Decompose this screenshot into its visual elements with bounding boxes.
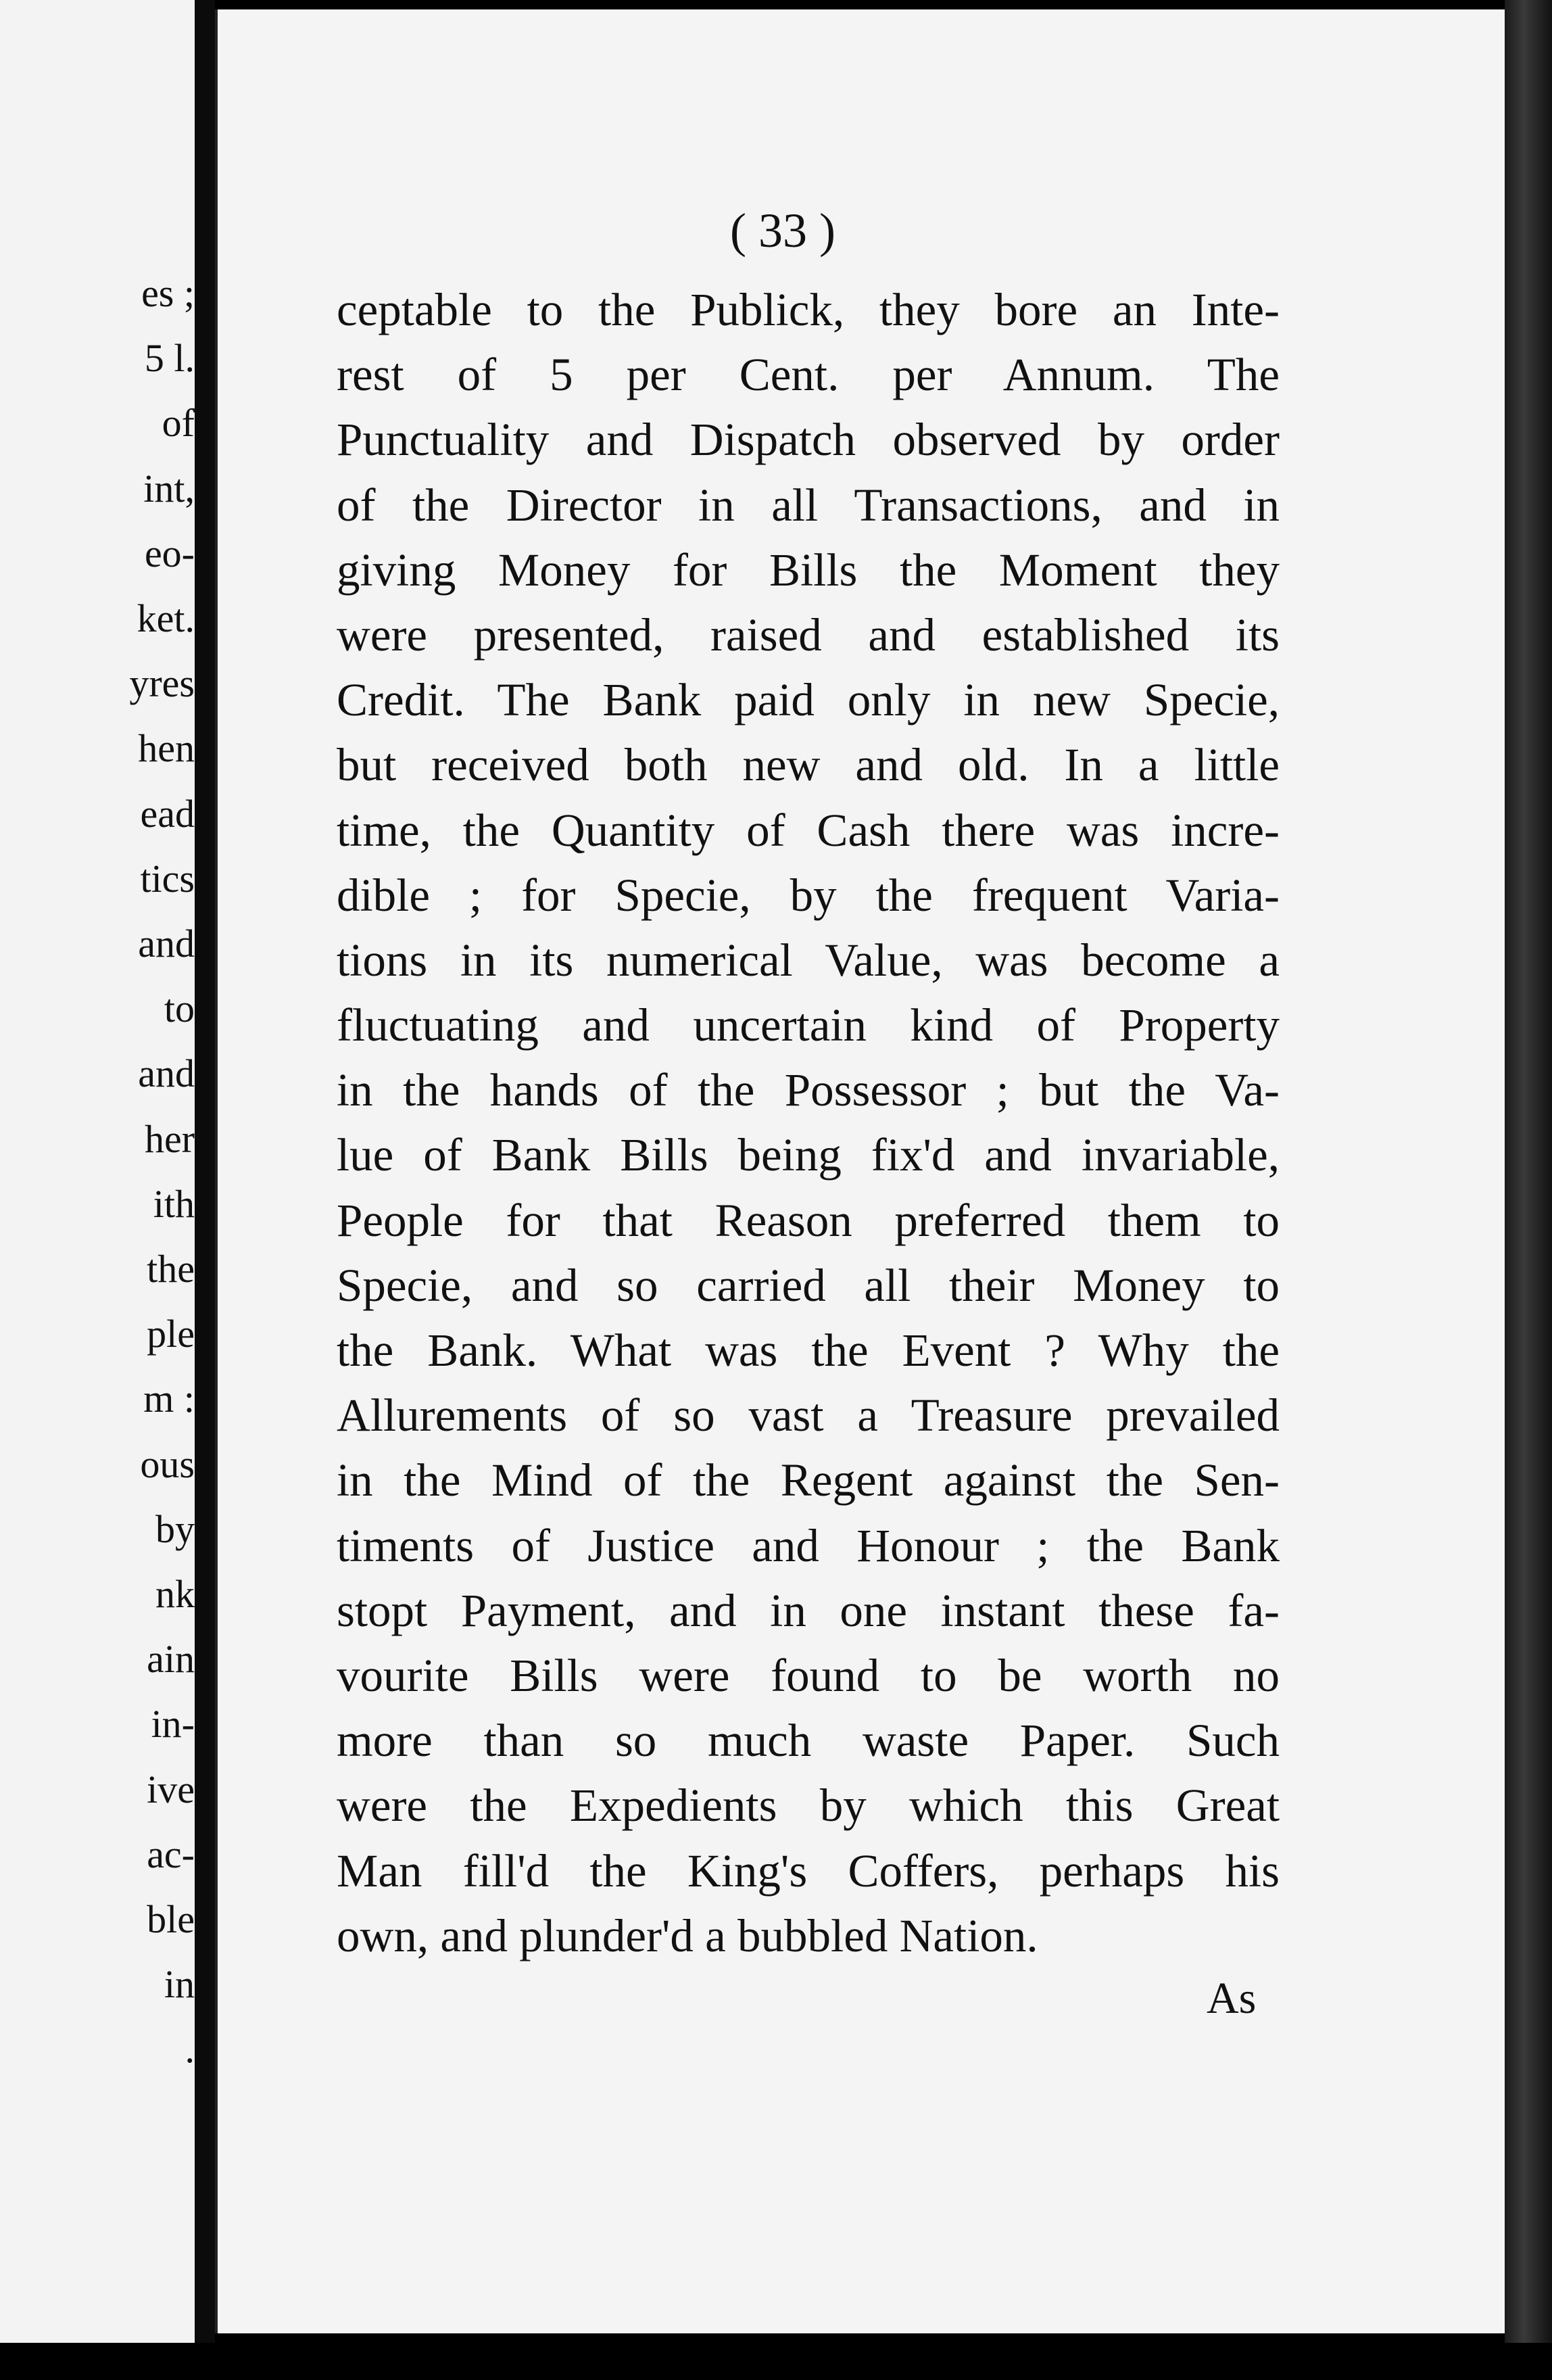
- left-page-text-fragment: ain: [147, 1637, 195, 1682]
- text-line: Credit. The Bank paid only in new Specie,: [337, 674, 1280, 726]
- text-line: Man fill'd the King's Coffers, perhaps his: [337, 1844, 1280, 1897]
- left-page-text-fragment: es ;: [141, 271, 195, 315]
- text-line: giving Money for Bills the Moment they: [337, 544, 1280, 596]
- catchword: As: [1207, 1974, 1257, 2023]
- text-line: People for that Reason preferred them to: [337, 1194, 1280, 1246]
- left-page-text-fragment: in: [164, 1962, 195, 2007]
- left-page-text-fragment: yres: [129, 661, 195, 706]
- text-line: Specie, and so carried all their Money to: [337, 1259, 1280, 1311]
- left-page-text-fragment: tics: [140, 856, 195, 901]
- left-page-text-fragment: ac-: [147, 1832, 195, 1876]
- left-page-text-fragment: of: [162, 401, 195, 446]
- left-page-text-fragment: by: [155, 1506, 195, 1551]
- left-page-text-fragment: ead: [140, 791, 195, 836]
- body-text: [337, 277, 1280, 1968]
- text-line: fluctuating and uncertain kind of Property: [337, 999, 1280, 1051]
- text-line: but received both new and old. In a little: [337, 739, 1280, 791]
- left-page-text-fragment: and: [138, 922, 195, 966]
- text-line: dible ; for Specie, by the frequent Varia-: [337, 869, 1280, 921]
- text-line: own, and plunder'd a bubbled Nation.: [337, 1909, 1038, 1961]
- left-page-text-fragment: 5 l.: [144, 336, 195, 381]
- text-line: in the hands of the Possessor ; but the Va-: [337, 1064, 1280, 1116]
- text-line: timents of Justice and Honour ; the Bank: [337, 1519, 1280, 1571]
- text-line: more than so much waste Paper. Such: [337, 1715, 1280, 1767]
- left-page-text-fragment: ith: [153, 1181, 195, 1226]
- page-number: ( 33 ): [730, 204, 835, 258]
- text-line: were the Expedients by which this Great: [337, 1780, 1280, 1832]
- text-line: in the Mind of the Regent against the Sen-: [337, 1454, 1280, 1506]
- book-gutter: [195, 0, 215, 2343]
- left-page-text-fragment: hen: [138, 726, 195, 771]
- left-page-text-fragment: to: [164, 986, 195, 1031]
- text-line: were presented, raised and established its: [337, 609, 1280, 661]
- left-page-text-fragment: and: [138, 1051, 195, 1096]
- left-page-text-fragment: in-: [151, 1702, 195, 1746]
- text-line: lue of Bank Bills being fix'd and invariable,: [337, 1129, 1280, 1181]
- text-line: Punctuality and Dispatch observed by order: [337, 414, 1280, 466]
- left-page-fragment: [0, 0, 195, 2343]
- left-page-text-fragment: ket.: [137, 596, 195, 640]
- text-line: rest of 5 per Cent. per Annum. The: [337, 349, 1280, 401]
- left-page-text-fragment: ous: [140, 1442, 195, 1486]
- text-line: of the Director in all Transactions, and in: [337, 479, 1280, 531]
- text-line: the Bank. What was the Event ? Why the: [337, 1325, 1280, 1376]
- left-page-text-fragment: .: [185, 2027, 195, 2072]
- left-page-text-fragment: m :: [143, 1377, 195, 1421]
- page-edge-bottom: [0, 2343, 1552, 2380]
- text-line: tions in its numerical Value, was become a: [337, 934, 1280, 986]
- left-page-text-fragment: nk: [155, 1572, 195, 1616]
- left-page-text-fragment: ive: [147, 1767, 195, 1811]
- left-page-text-fragment: her: [144, 1116, 195, 1161]
- left-page-text-fragment: ple: [147, 1312, 195, 1356]
- left-page-text-fragment: the: [147, 1247, 195, 1291]
- left-page-text-fragment: int,: [143, 466, 195, 510]
- left-page-text-fragment: eo-: [144, 531, 195, 575]
- text-line: Allurements of so vast a Treasure prevailed: [337, 1389, 1280, 1442]
- text-line: vourite Bills were found to be worth no: [337, 1649, 1280, 1701]
- text-line: ceptable to the Publick, they bore an Inte-: [337, 284, 1280, 335]
- page-edge-right: [1505, 0, 1552, 2380]
- text-line: stopt Payment, and in one instant these fa-: [337, 1584, 1280, 1636]
- left-page-text-fragment: ble: [147, 1897, 195, 1941]
- text-line: time, the Quantity of Cash there was incre-: [337, 804, 1280, 856]
